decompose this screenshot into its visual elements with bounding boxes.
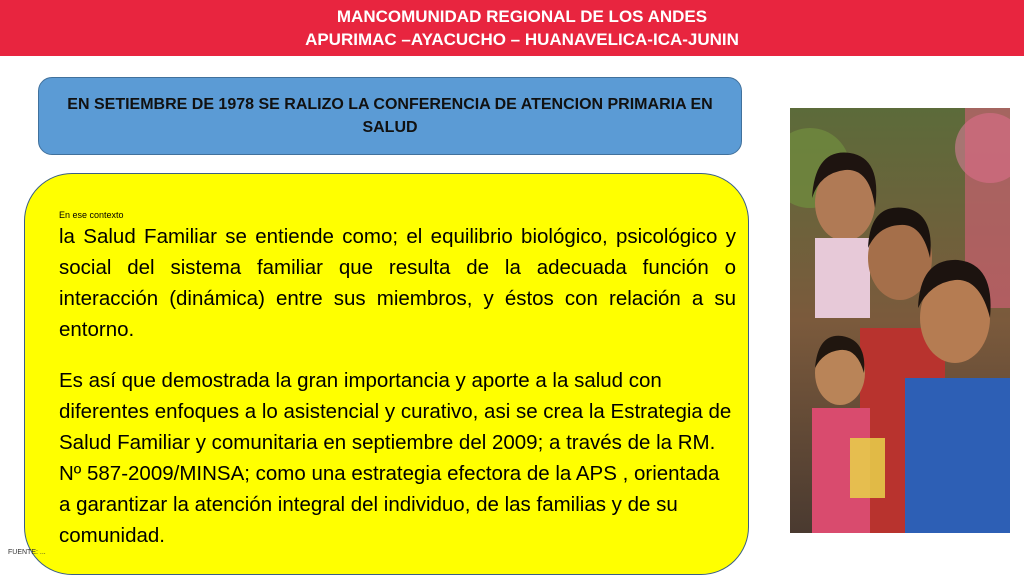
title-box xyxy=(38,77,742,155)
header-title-line1: MANCOMUNIDAD REGIONAL DE LOS ANDES xyxy=(336,7,708,26)
family-photo xyxy=(790,108,1010,533)
paragraph-salud-familiar: la Salud Familiar se entiende como; el equilibrio biológico, psicológico y social del sistema familiar que resulta de la adecuada función o interacción (dinámica) entre sus miembros, y éstos con relación a su entorno. xyxy=(59,225,736,341)
content-box xyxy=(24,173,749,575)
title-box-text: EN SETIEMBRE DE 1978 SE RALIZO LA CONFERENCIA DE ATENCION PRIMARIA EN SALUD xyxy=(67,96,713,136)
paragraph-estrategia: Es así que demostrada la gran importancia y aporte a la salud con diferentes enfoques a lo asistencial y curativo, asi se crea la Estrategia de Salud Familiar y comunitaria en septiembre del 2009; a través de la RM. Nº 587-2009/MINSA; como una estrategia efectora de la APS , orientada a garantizar la atención integral del individuo, de las familias y de su comunidad. xyxy=(59,369,732,547)
header-title-line2: APURIMAC –AYACUCHO – HUANAVELICA-ICA-JUNIN xyxy=(305,30,739,49)
family-photo-illustration xyxy=(790,108,1010,533)
context-label: En ese contexto xyxy=(59,210,124,220)
footer-source-label: FUENTE: ... xyxy=(8,549,46,556)
header-bar xyxy=(0,0,1024,56)
